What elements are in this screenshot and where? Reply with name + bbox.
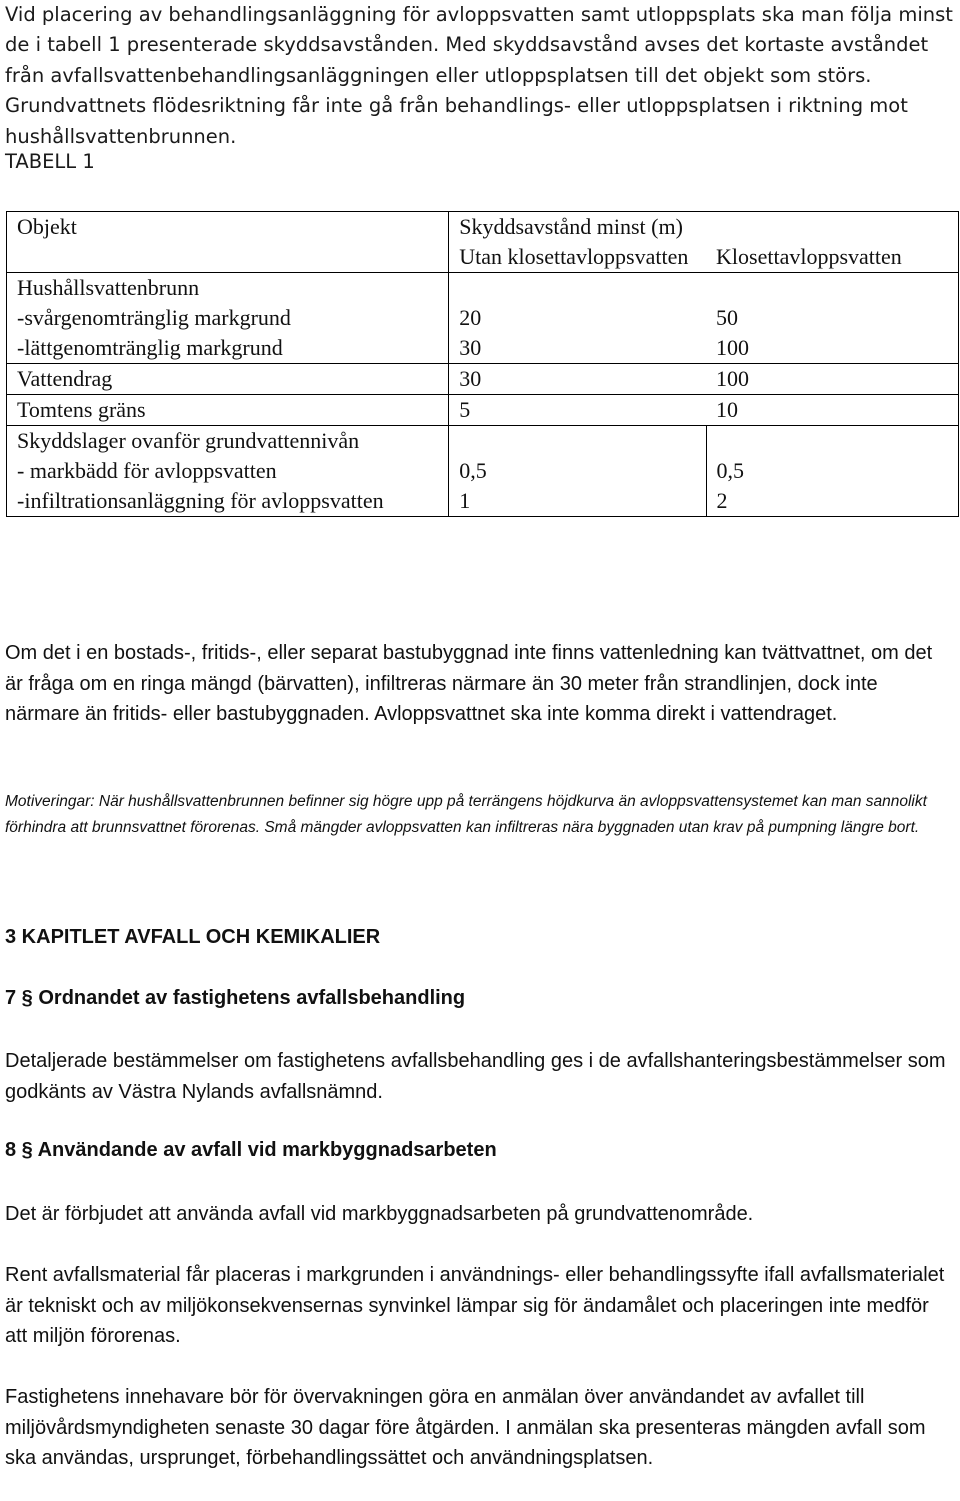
section8-text-1 xyxy=(5,1199,955,1230)
well-row2-label: -lättgenomtränglig markgrund xyxy=(17,335,283,360)
table-header-row xyxy=(7,212,959,243)
well-row2-with: 100 xyxy=(716,335,750,360)
table-label: TABELL 1 xyxy=(5,150,95,173)
protective-row2-label: -infiltrationsanläggning för avloppsvatten xyxy=(17,488,384,513)
table-row-border xyxy=(7,395,959,426)
section7-paragraph: Detaljerade bestämmelser om fastighetens avfallsbehandling ges i de avfallshanteringsbestämmelser som godkänts av Västra Nylands avfallsnämnd. xyxy=(5,1050,946,1103)
after-table-paragraph: Om det i en bostads-, fritids-, eller separat bastubyggnad inte finns vattenledning kan tvättvattnet, om det är fråga om en ringa mängd (bärvatten), infiltreras närmare än 30 meter från strandlinjen, dock inte närmare än fritids- eller bastubyggnaden. Avloppsvattnet ska inte komma direkt i vattendraget. xyxy=(5,642,933,725)
header-distance: Skyddsavstånd minst (m) xyxy=(449,212,959,243)
well-row1-with: 50 xyxy=(716,305,739,330)
section7-text xyxy=(5,1046,955,1107)
section8-heading: 8 § Användande av avfall vid markbyggnadsarbeten xyxy=(5,1139,497,1161)
section7-heading: 7 § Ordnandet av fastighetens avfallsbehandling xyxy=(5,987,466,1009)
well-row2-without: 30 xyxy=(459,335,482,360)
protective-label-cell xyxy=(7,426,449,517)
well-with-cell xyxy=(706,273,958,364)
border-with: 10 xyxy=(706,395,958,426)
protective-with-cell xyxy=(706,426,958,517)
after-table-section xyxy=(5,638,955,730)
section8-text-2 xyxy=(5,1260,955,1352)
section8-paragraph-3: Fastighetens innehavare bör för övervakningen göra en anmälan över användandet av avfallet till miljövårdsmyndigheten senaste 30 dagar före åtgärden. I anmälan ska presenteras mängden avfall som ska användas, ursprunget, förbehandlingssättet och användningsplatsen. xyxy=(5,1386,926,1469)
section8-paragraph-2: Rent avfallsmaterial får placeras i markgrunden i användnings- eller behandlingssyfte ifall avfallsmaterialet är tekniskt och av miljökonsekvensernas synvinkel lämpar sig för ändamålet och placeringen inte medför att miljön förorenas. xyxy=(5,1264,945,1347)
well-row1-without: 20 xyxy=(459,305,482,330)
well-without-cell xyxy=(449,273,706,364)
stream-with: 100 xyxy=(706,364,958,395)
border-label: Tomtens gräns xyxy=(7,395,449,426)
protective-row2-without: 1 xyxy=(459,488,471,513)
header-with: Klosettavloppsvatten xyxy=(706,242,958,273)
table-subheader-row xyxy=(7,242,959,273)
chapter-heading: 3 KAPITLET AVFALL OCH KEMIKALIER xyxy=(5,926,381,948)
protective-row1-with: 0,5 xyxy=(716,458,745,483)
protective-row1-label: - markbädd för avloppsvatten xyxy=(17,458,277,483)
well-title: Hushållsvattenbrunn xyxy=(17,275,200,300)
protective-row2-with: 2 xyxy=(716,488,728,513)
intro-section xyxy=(5,0,955,152)
protective-title: Skyddslager ovanför grundvattennivån xyxy=(17,428,360,453)
motivation-paragraph: Motiveringar: När hushållsvattenbrunnen befinner sig högre upp på terrängens höjdkurva än avloppsvattensystemet kan man sannolikt förhindra att brunnsvattnet förorenas. Små mängder avloppsvatten kan infiltreras nära byggnaden utan krav på pumpning längre bort. xyxy=(5,793,927,836)
intro-paragraph: Vid placering av behandlingsanläggning för avloppsvatten samt utloppsplats ska man följa minst de i tabell 1 presenterade skyddsavstånden. Med skyddsavstånd avses det kortaste avståndet från avfallsvattenbehandlingsanläggningen eller utloppsplatsen till det objekt som störs. Grundvattnets flödesriktning får inte gå från behandlings- eller utloppsplatsen i riktning mot hushållsvattenbrunnen. xyxy=(5,3,953,148)
protective-row1-without: 0,5 xyxy=(459,458,487,483)
stream-label: Vattendrag xyxy=(7,364,449,395)
protective-distance-table xyxy=(6,211,959,517)
header-object: Objekt xyxy=(7,212,449,243)
stream-without: 30 xyxy=(449,364,706,395)
section8-text-3 xyxy=(5,1382,955,1474)
table-row-stream xyxy=(7,364,959,395)
section8-paragraph-1: Det är förbjudet att använda avfall vid markbyggnadsarbeten på grundvattenområde. xyxy=(5,1203,754,1225)
header-without: Utan klosettavloppsvatten xyxy=(449,242,706,273)
well-label-cell xyxy=(7,273,449,364)
table-row-well xyxy=(7,273,959,364)
protective-without-cell xyxy=(449,426,706,517)
well-row1-label: -svårgenomtränglig markgrund xyxy=(17,305,291,330)
border-without: 5 xyxy=(449,395,706,426)
header-object-spacer xyxy=(7,242,449,273)
table-row-protective xyxy=(7,426,959,517)
